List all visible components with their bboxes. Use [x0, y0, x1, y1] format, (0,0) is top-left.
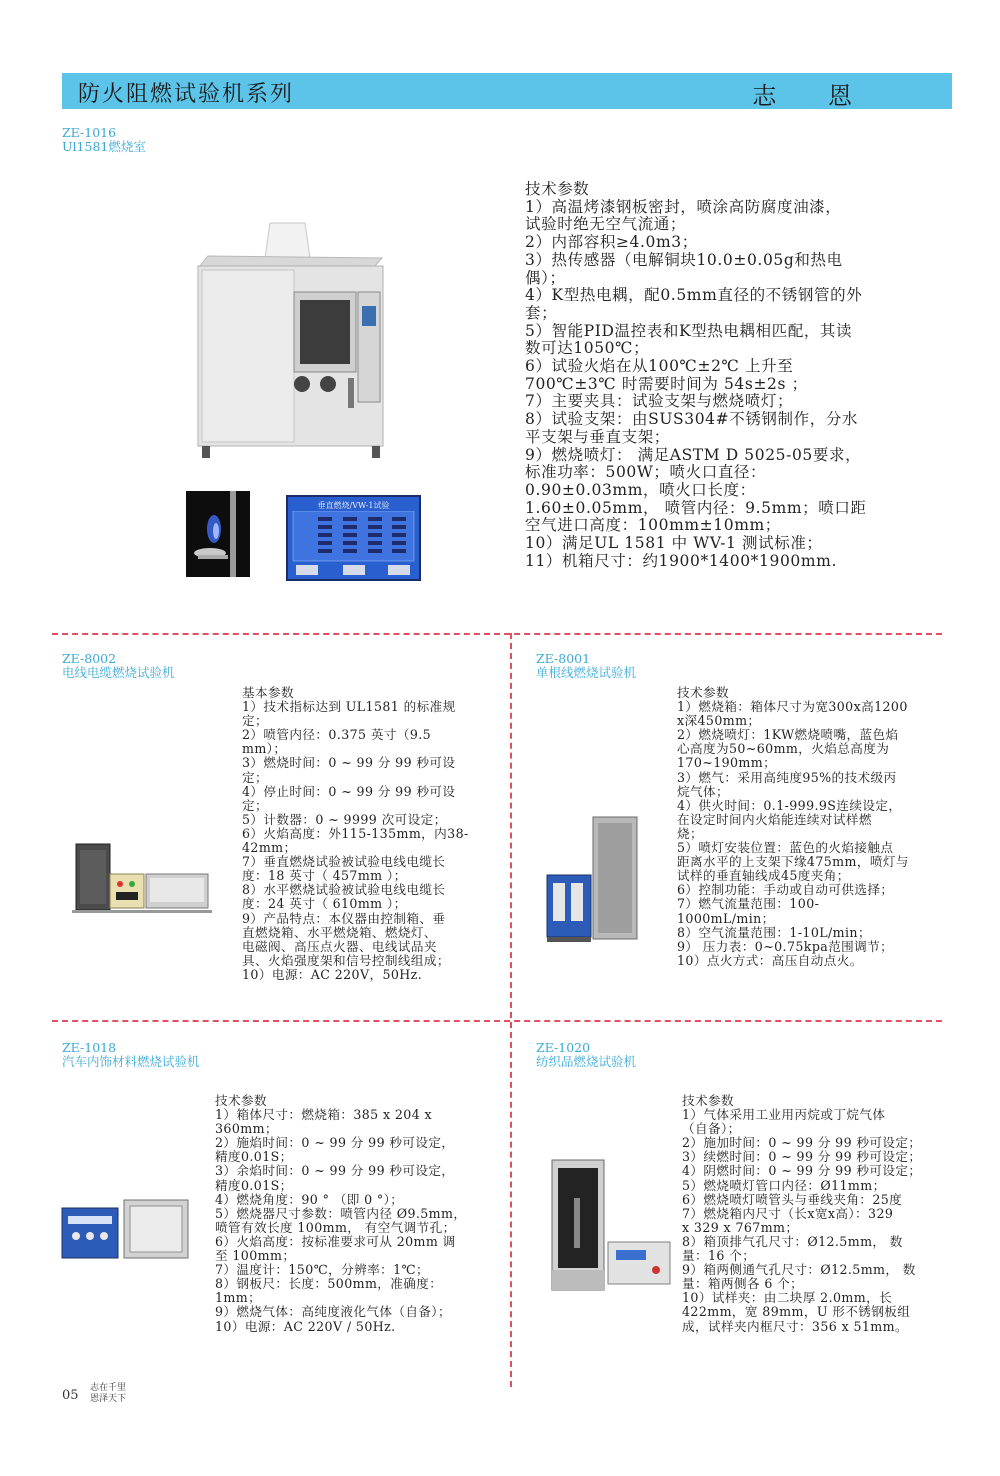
spec-item: 1）气体采用工业用丙烷或丁烷气体 （自备）；	[682, 1107, 886, 1137]
spec-item: 8）试验支架：由SUS304#不锈钢制作，分水 平支架与垂直支架；	[525, 410, 859, 446]
spec-item: 3）余焰时间：0 ~ 99 分 99 秒可设定， 精度0.01S；	[215, 1163, 455, 1193]
spec-item: 9）产品特点：本仪器由控制箱、垂 直燃烧箱、水平燃烧箱、燃烧灯、 电磁阀、高压点火器、电线试品夹 具、火焰强度架和信号控制线组成；	[242, 910, 450, 968]
divider-vertical-top	[510, 633, 512, 1018]
brand-name: 志 恩	[752, 82, 874, 110]
spec-item: 2）施加时间：0 ~ 99 分 99 秒可设定；	[682, 1135, 922, 1151]
spec-item: 1）箱体尺寸：燃烧箱：385 x 204 x 360mm；	[215, 1107, 433, 1137]
spec-item: 6）火焰高度：按标准要求可从 20mm 调 至 100mm；	[215, 1233, 456, 1264]
spec-heading: 技术参数	[682, 1093, 734, 1108]
spec-item: 1）技术指标达到 UL1581 的标准规 定；	[242, 699, 456, 729]
spec-item: 2）喷管内径：0.375 英寸（9.5 mm）；	[242, 727, 432, 757]
spec-item: 3）燃气：采用高纯度95%的技术级丙 烷气体；	[677, 769, 897, 799]
spec-list-ze8001	[677, 686, 932, 968]
automotive-tester-photo	[60, 1196, 192, 1262]
divider-horizontal-middle	[52, 1020, 942, 1022]
footer-motto-line2: 恩泽天下	[90, 1394, 127, 1404]
spec-item: 8）钢板尺：长度：500mm，准确度： 1mm；	[215, 1276, 443, 1306]
spec-item: 10）试样夹：由二块厚 2.0mm，长 422mm，宽 89mm，U 形不锈钢板组 成，试样夹内框尺寸：356 x 51mm。	[682, 1290, 911, 1334]
spec-heading: 技术参数	[525, 180, 590, 198]
model-code-ze1020: ZE-1020	[536, 1040, 591, 1055]
spec-item: 7）温度计：150℃，分辨率：1℃；	[215, 1262, 429, 1278]
spec-list-ze8002	[242, 686, 492, 982]
spec-item: 7）燃气流量范围：100- 1000mL/min；	[677, 896, 820, 926]
spec-item: 2）燃烧喷灯：1KW燃烧喷嘴，蓝色焰 心高度为50~60mm，火焰总高度为 170~190mm；	[677, 727, 899, 771]
flame-test-photo	[186, 491, 250, 577]
spec-item: 5）喷灯安装位置：蓝色的火焰接触点 距离水平的上支架下缘475mm，喷灯与 试样的垂直轴线成45度夹角；	[677, 840, 909, 884]
model-code-ze1018: ZE-1018	[62, 1040, 117, 1055]
spec-item: 10）电源：AC 220V，50Hz.	[242, 966, 423, 982]
divider-horizontal-top	[52, 633, 942, 635]
spec-item: 5）计数器：0 ~ 9999 次可设定；	[242, 811, 447, 827]
spec-list-ze1016	[525, 181, 910, 570]
spec-item: 5）燃烧器尺寸参数：喷管内径 Ø9.5mm， 喷管有效长度 100mm， 有空气调节孔；	[215, 1205, 467, 1235]
spec-item: 6）火焰高度：外115-135mm，内38- 42mm；	[242, 825, 469, 856]
spec-list-ze1020	[682, 1094, 944, 1334]
header-bar	[62, 73, 952, 109]
panel-button-right	[388, 565, 410, 575]
spec-item: 3）燃烧时间：0 ~ 99 分 99 秒可设 定；	[242, 755, 456, 785]
spec-item: 8）箱顶排气孔尺寸：Ø12.5mm， 数 量：16 个；	[682, 1233, 903, 1264]
spec-item: 4）K型热电耦，配0.5mm直径的不锈钢管的外 套；	[525, 286, 863, 322]
panel-button-left	[296, 565, 318, 575]
spec-heading: 技术参数	[677, 685, 729, 700]
spec-item: 5）智能PID温控表和K型热电耦相匹配，其读 数可达1050℃；	[525, 321, 853, 358]
spec-item: 10）满足UL 1581 中 WV-1 测试标准；	[525, 534, 823, 553]
spec-item: 3）热传感器（电解铜块10.0±0.05g和热电 偶）；	[525, 250, 843, 287]
model-code-ze8002: ZE-8002	[62, 651, 117, 666]
spec-item: 9）箱两侧通气孔尺寸：Ø12.5mm， 数 量：箱两侧各 6 个；	[682, 1262, 916, 1292]
spec-item: 2）施焰时间：0 ~ 99 分 99 秒可设定， 精度0.01S；	[215, 1135, 455, 1165]
spec-item: 6）燃烧喷灯喷管头与垂线夹角：25度	[682, 1191, 903, 1207]
model-code-ze1016: ZE-1016	[62, 125, 117, 140]
spec-item: 5）燃烧喷灯管口内径：Ø11mm；	[682, 1177, 886, 1193]
spec-item: 10）电源：AC 220V / 50Hz.	[215, 1318, 396, 1334]
spec-item: 6）控制功能：手动或自动可供选择；	[677, 882, 894, 898]
product-name-ze8002: 电线电缆燃烧试验机	[62, 665, 175, 680]
spec-item: 1）燃烧箱：箱体尺寸为宽300x高1200 x深450mm；	[677, 699, 908, 729]
spec-item: 9）燃烧喷灯： 满足ASTM D 5025-05要求， 标准功率：500W；喷火口直径： 0.90±0.03mm，喷火口长度： 1.60±0.05mm， 喷管内径：9.5mm；喷口距 空气进口高度：100mm±10mm；	[525, 445, 867, 535]
cable-tester-photo	[72, 840, 212, 915]
panel-grid	[288, 511, 419, 581]
footer-motto	[90, 1383, 126, 1405]
spec-item: 4）阴燃时间：0 ~ 99 分 99 秒可设定；	[682, 1163, 922, 1179]
product-name-ze1018: 汽车内饰材料燃烧试验机	[62, 1054, 200, 1069]
spec-item: 9）燃烧气体：高纯度液化气体（自备）；	[215, 1304, 451, 1320]
product-name-ze8001: 单根线燃烧试验机	[536, 665, 637, 680]
textile-tester-photo	[550, 1158, 672, 1294]
ul1581-chamber-photo	[190, 218, 405, 463]
spec-item: 9） 压力表：0~0.75kpa范围调节；	[677, 938, 894, 954]
panel-title: 垂直燃烧/VW-1试验	[317, 501, 390, 510]
spec-heading: 技术参数	[215, 1093, 267, 1108]
spec-heading: 基本参数	[242, 685, 294, 700]
product-name-ze1020: 纺织品燃烧试验机	[536, 1054, 637, 1069]
footer-motto-line1: 志在千里	[90, 1383, 127, 1393]
spec-list-ze1018	[215, 1094, 500, 1334]
spec-item: 7）燃烧箱内尺寸（长x宽x高）：329 x 329 x 767mm；	[682, 1205, 894, 1235]
spec-item: 8）空气流量范围：1-10L/min；	[677, 924, 871, 940]
spec-item: 11）机箱尺寸：约1900*1400*1900mm.	[525, 551, 837, 570]
spec-item: 1）高温烤漆钢板密封，喷涂高防腐度油漆， 试验时绝无空气流通；	[525, 197, 842, 234]
page-number: 05	[62, 1388, 79, 1403]
panel-button-middle	[343, 565, 365, 575]
spec-item: 4）燃烧角度：90 ° （即 0 °）；	[215, 1191, 404, 1207]
spec-item: 4）停止时间：0 ~ 99 分 99 秒可设 定；	[242, 783, 456, 813]
single-wire-tester-photo	[545, 815, 645, 945]
spec-item: 2）内部容积≥4.0m3；	[525, 233, 698, 252]
model-code-ze8001: ZE-8001	[536, 651, 591, 666]
spec-item: 6）试验火焰在从100℃±2℃ 上升至 700℃±3℃ 时需要时间为 54s±2s ；	[525, 357, 808, 393]
spec-item: 10）点火方式：高压自动点火。	[677, 952, 863, 968]
spec-item: 7）垂直燃烧试验被试验电线电缆长 度：18 英寸（ 457mm ）；	[242, 854, 446, 884]
product-name-ze1016: Ul1581燃烧室	[62, 139, 146, 154]
divider-vertical-bottom	[510, 1022, 512, 1387]
spec-item: 4）供火时间：0.1-999.9S连续设定， 在设定时间内火焰能连续对试样燃 烧；	[677, 797, 902, 841]
spec-item: 8）水平燃烧试验被试验电线电缆长 度：24 英寸（ 610mm ）；	[242, 882, 446, 912]
spec-item: 7）主要夹具：试验支架与燃烧喷灯；	[525, 392, 794, 411]
control-panel-screen	[286, 495, 421, 581]
series-title: 防火阻燃试验机系列	[78, 82, 295, 107]
spec-item: 3）续燃时间：0 ~ 99 分 99 秒可设定；	[682, 1149, 922, 1165]
